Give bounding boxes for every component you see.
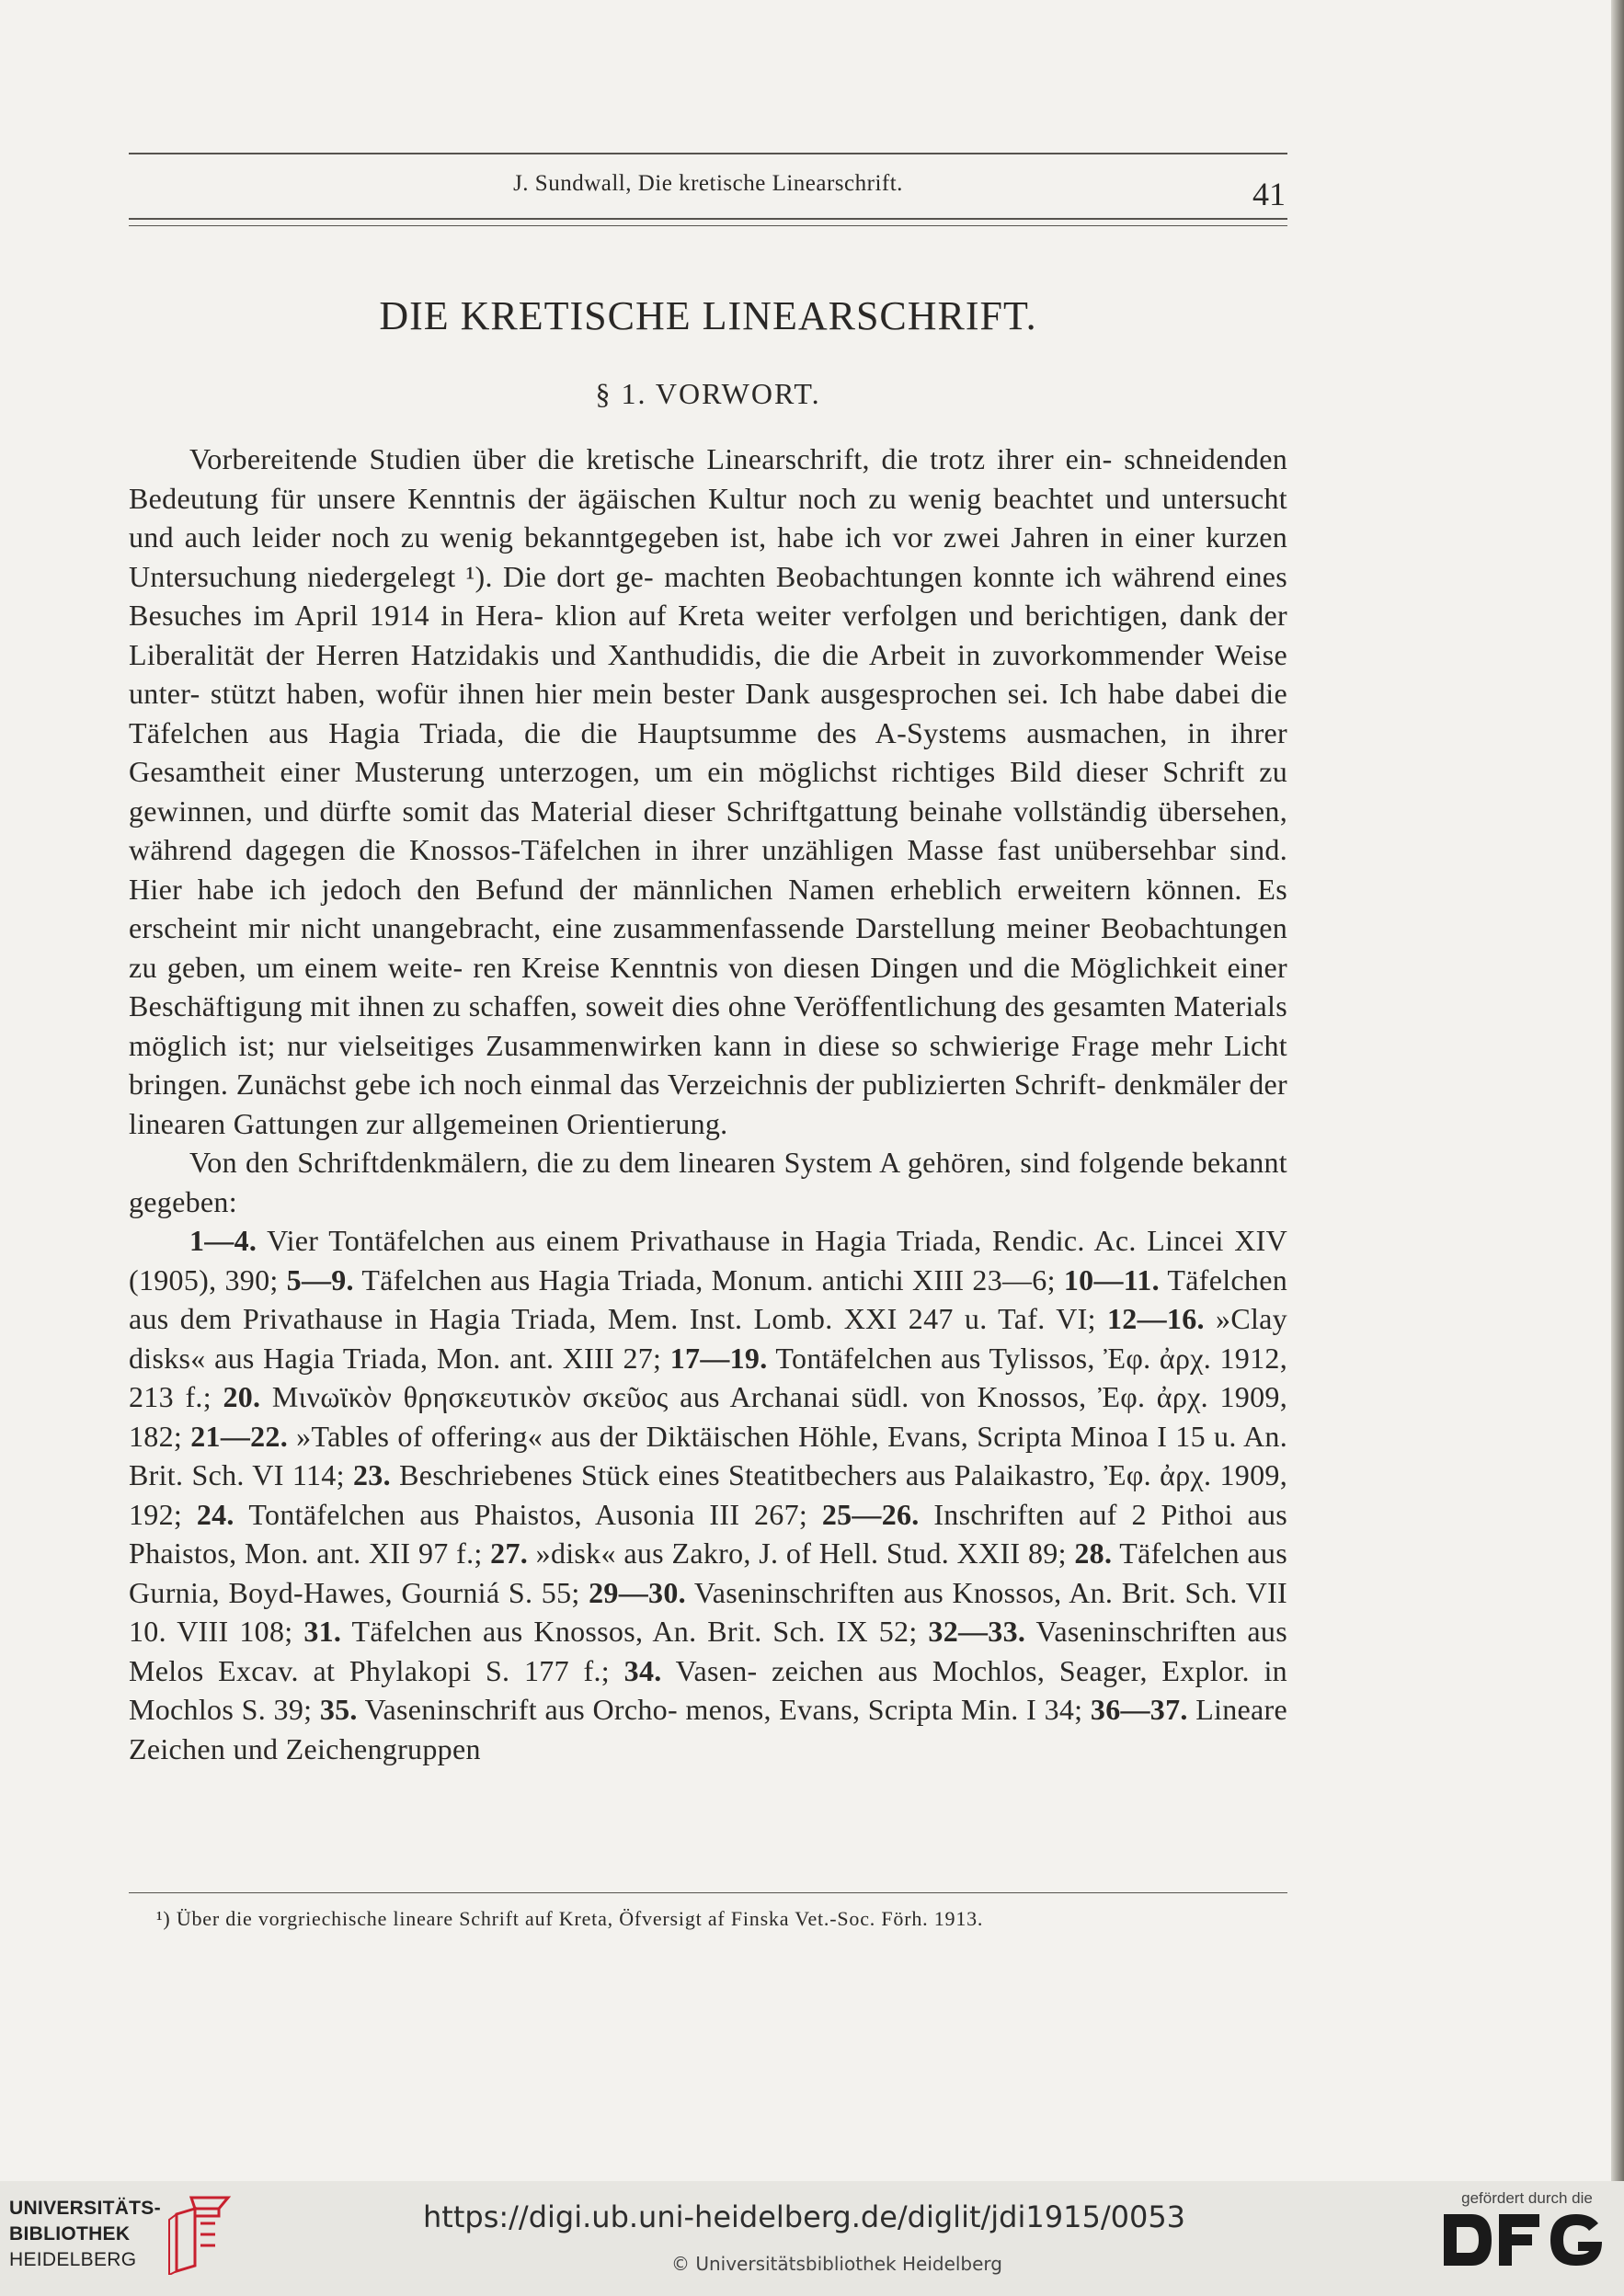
paragraph-1: Vorbereitende Studien über die kretische Linearschrift, die trotz ihrer ein- schneidenden Bedeutung für unsere Kenntnis der ägäischen Kultur noch zu wenig beachtet und untersucht und auch leider noch zu wenig bekanntgegeben ist, habe ich vor zwei Jahren in einer kurzen Untersuchung niedergelegt ¹). Die dort ge- machten Beobachtungen konnte ich während eines Besuches im April 1914 in Hera- klion auf Kreta weiter verfolgen und berichtigen, dank der Liberalität der Herren Hatzidakis und Xanthudidis, die die Arbeit in zuvorkommender Weise unter- stützt haben, wofür ihnen hier mein bester Dank ausgesprochen sei. Ich habe dabei die Täfelchen aus Hagia Triada, die die Hauptsumme des A-Systems ausmachen, in ihrer Gesamtheit einer Musterung unterzogen, um ein möglichst richtiges Bild dieser Schrift zu gewinnen, und dürfte somit das Material dieser Schriftgattung beinahe vollständig übersehen, während dagegen die Knossos-Täfelchen in ihrer unzähligen Masse fast unübersehbar sind. Hier habe ich jedoch den Befund der männlichen Namen erheblich erweitern können. Es erscheint mir nicht unangebracht, eine zusammenfassende Darstellung meiner Beobachtungen zu geben, um einem weite- ren Kreise Kenntnis von diesen Dingen und die Möglichkeit einer Beschäftigung mit ihnen zu schaffen, soweit dies ohne Veröffentlichung des gesamten Materials möglich ist; nur vielseitiges Zusammenwirken kann in diese so schwierige Frage mehr Licht bringen. Zunächst gebe ich noch einmal das Verzeichnis der publizierten Schrift- denkmäler der linearen Gattungen zur allgemeinen Orientierung.: [129, 442, 1287, 1140]
item-number: 1—4.: [189, 1224, 257, 1257]
page-number: 41: [1252, 176, 1286, 212]
library-name-line2: BIBLIOTHEK: [9, 2223, 131, 2245]
library-logo[interactable]: [9, 2196, 248, 2279]
item-number: 36—37.: [1090, 1693, 1188, 1726]
library-seal-icon: [164, 2192, 234, 2275]
paragraph-2: Von den Schriftdenkmälern, die zu dem linearen System A gehören, sind folgende bekannt gegeben:: [129, 1146, 1287, 1218]
header-rule-top: [129, 153, 1287, 154]
item-number: 28.: [1074, 1536, 1113, 1570]
item-text: Tontäfelchen aus Tylissos, Ἐφ. ἀρχ. 1912, 213 f.;: [129, 1341, 1287, 1413]
running-head: J. Sundwall, Die kretische Linearschrift.: [513, 171, 903, 196]
item-text: Täfelchen aus Hagia Triada, Monum. antichi XIII 23—6;: [353, 1262, 1064, 1296]
page-edge-shadow: [1611, 0, 1624, 2181]
library-name-line1: UNIVERSITÄTS-: [9, 2198, 161, 2219]
item-number: 5—9.: [286, 1262, 354, 1296]
item-text: Vaseninschrift aus Orcho- menos, Evans, Scripta Min. I 34;: [357, 1693, 1091, 1726]
permalink-url[interactable]: https://digi.ub.uni-heidelberg.de/diglit/jdi1915/0053: [423, 2199, 1186, 2234]
item-number: 31.: [303, 1615, 342, 1648]
item-number: 23.: [352, 1458, 391, 1491]
library-name-line3: HEIDELBERG: [9, 2249, 137, 2270]
item-text: »Tables of offering« aus der Diktäischen Höhle, Evans, Scripta Minoa I 15 u. An. Brit. Sch. VI 114;: [129, 1419, 1287, 1491]
item-text: »Clay disks« aus Hagia Triada, Mon. ant. XIII 27;: [129, 1302, 1287, 1375]
item-number: 29—30.: [589, 1575, 686, 1609]
item-number: 20.: [223, 1380, 261, 1413]
item-text: Vaseninschriften aus Knossos, An. Brit. Sch. VII 10. VIII 108;: [129, 1575, 1288, 1648]
copyright-notice: © Universitätsbibliothek Heidelberg: [670, 2253, 1002, 2275]
item-text: Täfelchen aus Gurnia, Boyd-Hawes, Gourniá S. 55;: [129, 1536, 1287, 1609]
item-number: 35.: [319, 1693, 358, 1726]
item-text: Täfelchen aus Knossos, An. Brit. Sch. IX 52;: [341, 1615, 929, 1648]
article-title: DIE KRETISCHE LINEARSCHRIFT.: [379, 293, 1037, 338]
item-number: 32—33.: [928, 1615, 1026, 1648]
section-title: § 1. VORWORT.: [595, 377, 821, 410]
item-text: Lineare Zeichen und Zeichengruppen: [129, 1693, 1288, 1765]
item-text: Beschriebenes Stück eines Steatitbechers aus Palaikastro, Ἐφ. ἀρχ. 1909, 192;: [129, 1458, 1287, 1531]
item-number: 25—26.: [821, 1497, 920, 1531]
footnote: ¹) Über die vorgriechische lineare Schrift auf Kreta, Öfversigt af Finska Vet.-Soc. Förh. 1913.: [156, 1907, 984, 1930]
article-body: [129, 440, 1287, 1768]
item-number: 12—16.: [1107, 1302, 1205, 1335]
item-number: 21—22.: [190, 1419, 289, 1453]
item-text: Vasen- zeichen aus Mochlos, Seager, Explor. in Mochlos S. 39;: [129, 1653, 1287, 1726]
item-number: 27.: [490, 1536, 529, 1570]
item-text: »disk« aus Zakro, J. of Hell. Stud. XXII 89;: [528, 1536, 1075, 1570]
funded-by-label: gefördert durch die: [1461, 2189, 1593, 2207]
item-text: Vier Tontäfelchen aus einem Privathause in Hagia Triada, Rendic. Ac. Lincei XIV (1905), 390;: [129, 1224, 1287, 1296]
item-text: Tontäfelchen aus Phaistos, Ausonia III 267;: [234, 1497, 822, 1531]
footnote-rule: [129, 1892, 1287, 1893]
paragraph-3: [129, 1221, 1287, 1768]
header-rule-double-1: [129, 218, 1287, 220]
item-text: Μινωϊκὸν θρησκευτικὸν σκεῦος aus Archanai südl. von Knossos, Ἐφ. ἀρχ. 1909, 182;: [129, 1380, 1287, 1453]
item-number: 17—19.: [669, 1341, 768, 1375]
header-rule-double-2: [129, 225, 1287, 226]
item-number: 10—11.: [1063, 1262, 1160, 1296]
item-text: Inschriften auf 2 Pithoi aus Phaistos, Mon. ant. XII 97 f.;: [129, 1497, 1288, 1570]
item-text: Vaseninschriften aus Melos Excav. at Phylakopi S. 177 f.;: [129, 1615, 1287, 1687]
dfg-logo[interactable]: [1440, 2210, 1615, 2269]
item-number: 34.: [623, 1653, 662, 1687]
item-text: Täfelchen aus dem Privathause in Hagia Triada, Mem. Inst. Lomb. XXI 247 u. Taf. VI;: [129, 1262, 1288, 1335]
item-number: 24.: [196, 1497, 234, 1531]
